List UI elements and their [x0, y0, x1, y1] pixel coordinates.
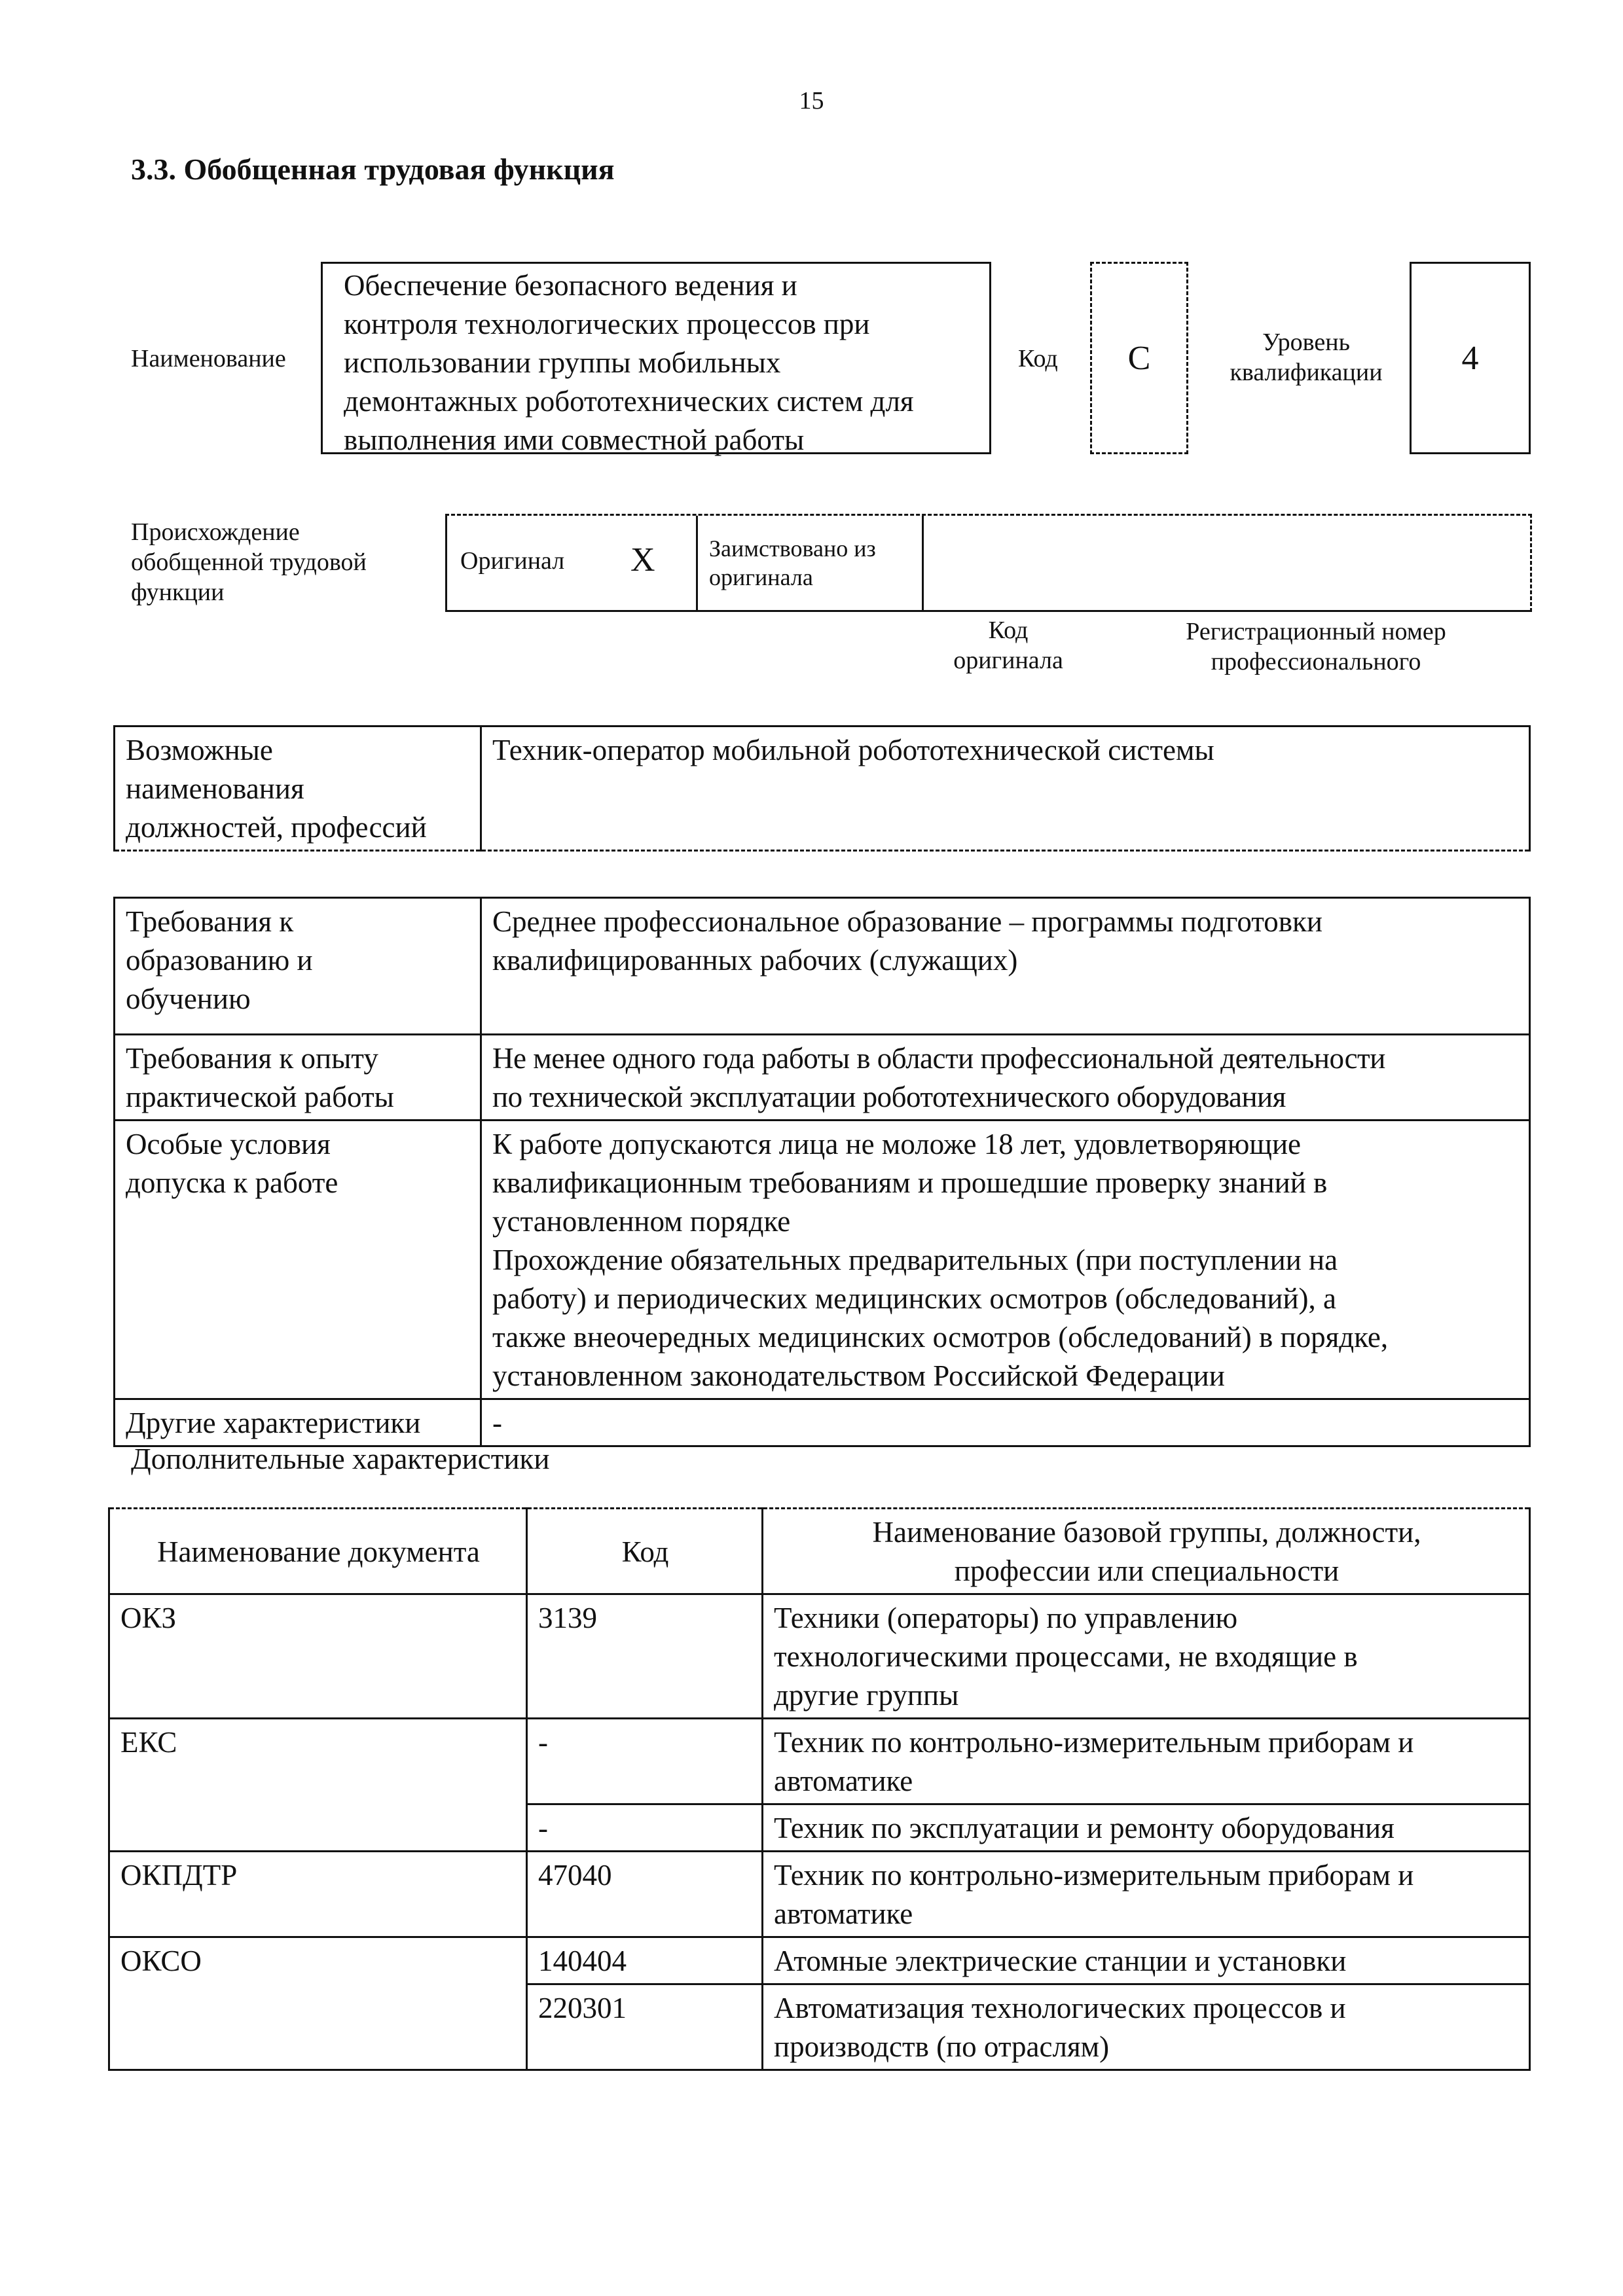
name-label: Наименование — [131, 345, 286, 372]
additional-table — [108, 1507, 1531, 2071]
row-code: 3139 — [527, 1594, 763, 1719]
table-row — [109, 1719, 1530, 1804]
row-code: 220301 — [527, 1984, 763, 2070]
row-doc: ЕКС — [109, 1719, 527, 1852]
row-name: Атомные электрические станции и установки — [763, 1937, 1530, 1984]
level-label: Уровень квалификации — [1230, 329, 1383, 386]
section-title: 3.3. Обобщенная трудовая функция — [131, 152, 615, 186]
row-doc: ОКСО — [109, 1937, 527, 2070]
positions-label: Возможные наименования должностей, профессий — [115, 726, 481, 851]
row-doc: ОКЗ — [109, 1594, 527, 1719]
table-row — [109, 1852, 1530, 1937]
original-label: Оригинал — [460, 547, 565, 575]
table-row — [109, 1594, 1530, 1719]
additional-title: Дополнительные характеристики — [131, 1443, 550, 1475]
page-number: 15 — [799, 87, 824, 115]
positions-row — [115, 726, 1530, 851]
code-original-caption: Код оригинала — [953, 617, 1063, 674]
function-name-box — [321, 262, 991, 454]
other-characteristics-label: Другие характеристики — [115, 1399, 481, 1446]
requirements-table — [113, 897, 1531, 1447]
positions-table — [113, 725, 1531, 852]
header-code: Код — [527, 1509, 763, 1594]
row-doc: ОКПДТР — [109, 1852, 527, 1937]
experience-value: Не менее одного года работы в области профессиональной деятельности по технической эксплуатации робототехнического оборудования — [481, 1035, 1530, 1121]
level-value: 4 — [1461, 340, 1479, 377]
experience-label: Требования к опыту практической работы — [115, 1035, 481, 1121]
code-value: C — [1127, 340, 1151, 377]
origin-label: Происхождение обобщенной трудовой функции — [131, 518, 367, 606]
origin-divider-2 — [922, 516, 924, 610]
table-row — [115, 1399, 1530, 1446]
original-mark: X — [630, 541, 655, 579]
row-name: Техник по контрольно-измерительным приборам и автоматике — [763, 1852, 1530, 1937]
table-header-row — [109, 1509, 1530, 1594]
origin-box — [445, 514, 1532, 612]
code-label: Код — [1018, 345, 1058, 372]
table-row — [115, 898, 1530, 1035]
code-box — [1090, 262, 1188, 454]
positions-value: Техник-оператор мобильной робототехнической системы — [481, 726, 1530, 851]
row-code: 47040 — [527, 1852, 763, 1937]
reg-number-caption: Регистрационный номер профессионального — [1186, 618, 1446, 675]
table-row — [109, 1937, 1530, 1984]
table-row — [115, 1121, 1530, 1399]
row-code: 140404 — [527, 1937, 763, 1984]
level-box — [1410, 262, 1531, 454]
special-conditions-label: Особые условия допуска к работе — [115, 1121, 481, 1399]
row-name: Техник по эксплуатации и ремонту оборудования — [763, 1804, 1530, 1852]
row-code: - — [527, 1804, 763, 1852]
table-row — [115, 1035, 1530, 1121]
education-label: Требования к образованию и обучению — [115, 898, 481, 1035]
header-doc: Наименование документа — [109, 1509, 527, 1594]
row-name: Техник по контрольно-измерительным приборам и автоматике — [763, 1719, 1530, 1804]
borrowed-label: Заимствовано из оригинала — [709, 535, 876, 590]
row-name: Автоматизация технологических процессов и производств (по отраслям) — [763, 1984, 1530, 2070]
education-value: Среднее профессиональное образование – программы подготовки квалифицированных рабочих (служащих) — [481, 898, 1530, 1035]
other-characteristics-value: - — [481, 1399, 1530, 1446]
row-code: - — [527, 1719, 763, 1804]
function-name-text: Обеспечение безопасного ведения и контроля технологических процессов при использовании группы мобильных демонтажных робототехнических систем для выполнения ими совместной работы — [344, 269, 914, 456]
origin-divider-1 — [696, 516, 698, 610]
special-conditions-value: К работе допускаются лица не моложе 18 лет, удовлетворяющие квалификационным требованиям и прошедшие проверку знаний в установленном порядке Прохождение обязательных предварительных (при поступлении на работу) и периодических медицинских осмотров (обследований), а также внеочередных медицинских осмотров (обследований) в порядке, установленном законодательством Российской Федерации — [481, 1121, 1530, 1399]
header-name: Наименование базовой группы, должности, профессии или специальности — [763, 1509, 1530, 1594]
row-name: Техники (операторы) по управлению технологическими процессами, не входящие в другие группы — [763, 1594, 1530, 1719]
